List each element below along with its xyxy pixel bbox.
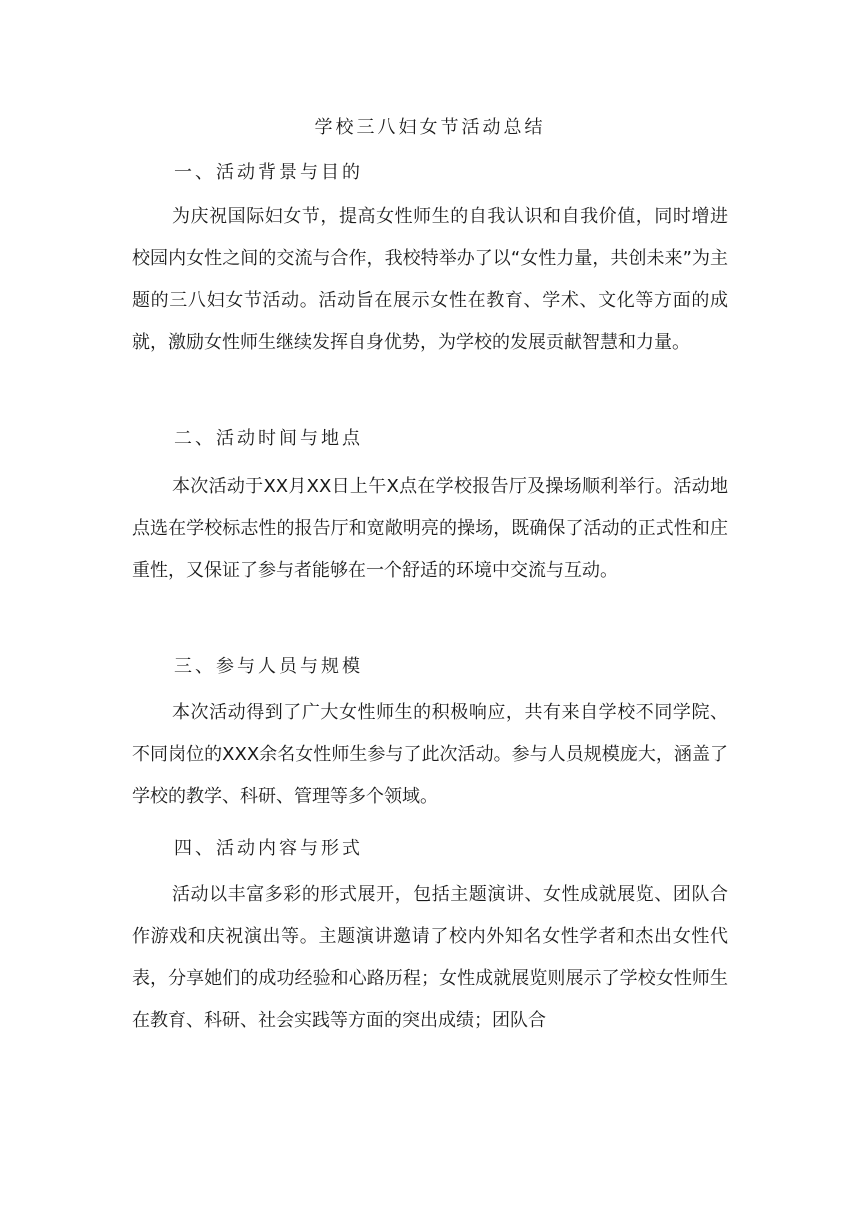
section-heading-4: 四、活动内容与形式 [174, 838, 363, 859]
section-heading-3: 三、参与人员与规模 [174, 656, 363, 677]
section-paragraph-4: 活动以丰富多彩的形式展开，包括主题演讲、女性成就展览、团队合作游戏和庆祝演出等。主题演讲邀请了校内外知名女性学者和杰出女性代表，分享她们的成功经验和心路历程；女性成就展览则展示了学校女性师生在教育、科研、社会实践等方面的突出成绩；团队合 [132, 884, 728, 1031]
document-title: 学校三八妇女节活动总结 [314, 117, 546, 138]
section-heading-1: 一、活动背景与目的 [174, 162, 363, 183]
section-paragraph-2: 本次活动于XX月XX日上午X点在学校报告厅及操场顺利举行。活动地点选在学校标志性的报告厅和宽敞明亮的操场，既确保了活动的正式性和庄重性，又保证了参与者能够在一个舒适的环境中交流与互动。 [132, 476, 728, 581]
section-paragraph-3: 本次活动得到了广大女性师生的积极响应，共有来自学校不同学院、不同岗位的XXX余名女性师生参与了此次活动。参与人员规模庞大，涵盖了学校的教学、科研、管理等多个领域。 [132, 702, 728, 807]
section-paragraph-1: 为庆祝国际妇女节，提高女性师生的自我认识和自我价值，同时增进校园内女性之间的交流与合作，我校特举办了以“女性力量，共创未来”为主题的三八妇女节活动。活动旨在展示女性在教育、学术、文化等方面的成就，激励女性师生继续发挥自身优势，为学校的发展贡献智慧和力量。 [132, 206, 728, 353]
section-heading-2: 二、活动时间与地点 [174, 428, 363, 449]
